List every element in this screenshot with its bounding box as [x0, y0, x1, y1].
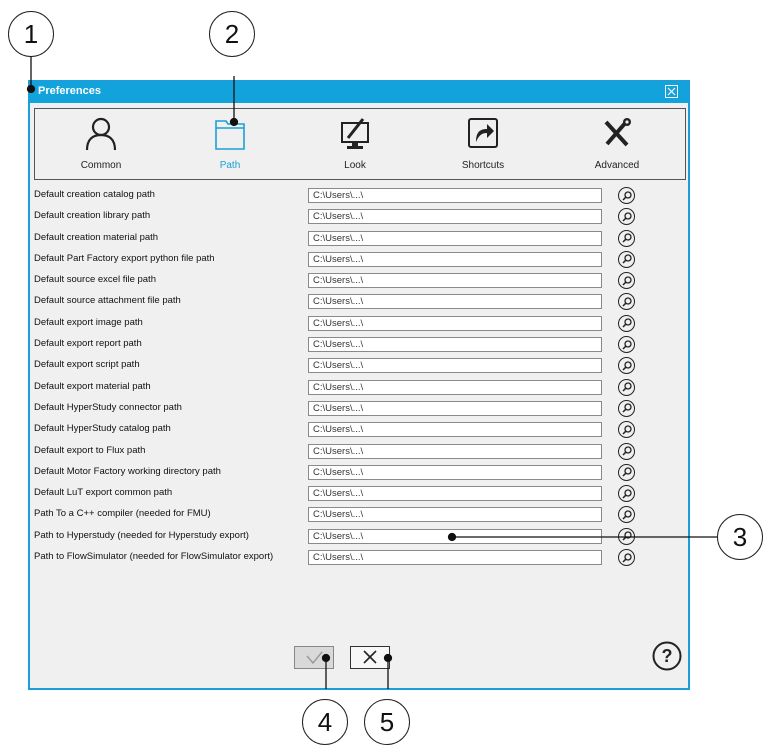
tab-label: Path — [219, 160, 241, 171]
path-label: Default Part Factory export python file path — [34, 252, 215, 264]
path-label: Default export image path — [34, 316, 143, 328]
browse-button[interactable] — [618, 293, 635, 310]
browse-button[interactable] — [618, 251, 635, 268]
path-label: Path to FlowSimulator (needed for FlowSimulator export) — [34, 551, 274, 563]
path-row — [34, 335, 684, 356]
path-row — [34, 442, 684, 463]
monitor-brush-icon — [339, 117, 371, 151]
path-label: Default Motor Factory working directory path — [34, 465, 221, 477]
tab-path[interactable] — [180, 109, 280, 179]
path-input[interactable] — [308, 465, 602, 480]
path-input[interactable] — [308, 209, 602, 224]
path-row — [34, 250, 684, 271]
browse-button[interactable] — [618, 549, 635, 566]
browse-button[interactable] — [618, 421, 635, 438]
path-row — [34, 207, 684, 228]
path-label: Default export script path — [34, 359, 140, 371]
tab-label: Advanced — [594, 160, 640, 171]
callout-1: 1 — [8, 11, 54, 57]
callout-2: 2 — [209, 11, 255, 57]
search-icon — [621, 488, 633, 500]
help-button[interactable] — [652, 641, 682, 671]
path-row — [34, 484, 684, 505]
path-input[interactable] — [308, 529, 602, 544]
browse-button[interactable] — [618, 379, 635, 396]
callout-5: 5 — [364, 699, 410, 745]
close-button[interactable] — [665, 85, 678, 98]
path-input[interactable] — [308, 188, 602, 203]
browse-button[interactable] — [618, 464, 635, 481]
browse-button[interactable] — [618, 230, 635, 247]
search-icon — [621, 275, 633, 287]
path-row — [34, 399, 684, 420]
svg-text:?: ? — [661, 646, 673, 666]
path-label: Default HyperStudy connector path — [34, 401, 182, 413]
search-icon — [621, 402, 633, 414]
search-icon — [621, 466, 633, 478]
browse-button[interactable] — [618, 187, 635, 204]
path-label: Default export report path — [34, 338, 142, 350]
folder-icon — [214, 117, 246, 151]
path-label: Default creation catalog path — [34, 189, 155, 200]
dialog-title: Preferences — [38, 85, 101, 97]
search-icon — [621, 339, 633, 351]
path-row — [34, 356, 684, 377]
path-input[interactable] — [308, 273, 602, 288]
browse-button[interactable] — [618, 208, 635, 225]
path-label: Default export to Flux path — [34, 444, 146, 456]
search-icon — [621, 360, 633, 372]
ok-button[interactable] — [294, 646, 334, 669]
path-list — [34, 186, 684, 569]
title-bar — [30, 82, 688, 103]
path-row — [34, 420, 684, 441]
browse-button[interactable] — [618, 443, 635, 460]
path-input[interactable] — [308, 444, 602, 459]
path-row — [34, 505, 684, 526]
path-input[interactable] — [308, 358, 602, 373]
path-label: Default LuT export common path — [34, 487, 173, 499]
path-label: Default HyperStudy catalog path — [34, 423, 171, 435]
path-input[interactable] — [308, 486, 602, 501]
search-icon — [621, 317, 633, 329]
path-row — [34, 378, 684, 399]
browse-button[interactable] — [618, 506, 635, 523]
path-row — [34, 292, 684, 313]
close-icon — [351, 647, 389, 668]
path-label: Path To a C++ compiler (needed for FMU) — [34, 508, 211, 520]
browse-button[interactable] — [618, 485, 635, 502]
path-row — [34, 271, 684, 292]
tab-shortcuts[interactable] — [433, 109, 533, 179]
path-input[interactable] — [308, 380, 602, 395]
path-label: Default creation material path — [34, 231, 159, 243]
search-icon — [621, 552, 633, 564]
browse-button[interactable] — [618, 315, 635, 332]
tab-look[interactable] — [305, 109, 405, 179]
check-icon — [295, 647, 333, 668]
tab-label: Look — [344, 160, 366, 171]
search-icon — [621, 445, 633, 457]
path-row — [34, 527, 684, 548]
browse-button[interactable] — [618, 528, 635, 545]
search-icon — [621, 530, 633, 542]
browse-button[interactable] — [618, 357, 635, 374]
browse-button[interactable] — [618, 336, 635, 353]
path-label: Default creation library path — [34, 210, 151, 222]
path-row — [34, 186, 684, 207]
search-icon — [621, 424, 633, 436]
callout-3: 3 — [717, 514, 763, 560]
shortcut-arrow-icon — [467, 117, 499, 151]
browse-button[interactable] — [618, 400, 635, 417]
search-icon — [621, 211, 633, 223]
tab-label: Shortcuts — [461, 160, 505, 171]
close-icon — [667, 87, 676, 96]
path-label: Default source excel file path — [34, 274, 156, 286]
path-input[interactable] — [308, 422, 602, 437]
search-icon — [621, 232, 633, 244]
tab-label: Common — [80, 160, 122, 171]
path-label: Path to Hyperstudy (needed for Hyperstudy export) — [34, 529, 249, 541]
tab-advanced[interactable] — [567, 109, 667, 179]
path-label: Default export material path — [34, 380, 151, 392]
user-icon — [85, 117, 117, 151]
path-input[interactable] — [308, 252, 602, 267]
path-input[interactable] — [308, 337, 602, 352]
browse-button[interactable] — [618, 272, 635, 289]
cancel-button[interactable] — [350, 646, 390, 669]
help-icon — [652, 641, 682, 671]
search-icon — [621, 509, 633, 521]
search-icon — [621, 190, 633, 202]
path-row — [34, 314, 684, 335]
path-input[interactable] — [308, 316, 602, 331]
path-input[interactable] — [308, 507, 602, 522]
path-row — [34, 548, 684, 569]
path-input[interactable] — [308, 401, 602, 416]
path-row — [34, 463, 684, 484]
tab-common[interactable] — [51, 109, 151, 179]
search-icon — [621, 381, 633, 393]
search-icon — [621, 296, 633, 308]
path-input[interactable] — [308, 294, 602, 309]
path-row — [34, 229, 684, 250]
category-tabs — [34, 108, 686, 180]
path-input[interactable] — [308, 231, 602, 246]
preferences-dialog — [28, 80, 690, 690]
tools-icon — [601, 117, 633, 151]
search-icon — [621, 253, 633, 265]
callout-4: 4 — [302, 699, 348, 745]
path-input[interactable] — [308, 550, 602, 565]
path-label: Default source attachment file path — [34, 295, 181, 307]
